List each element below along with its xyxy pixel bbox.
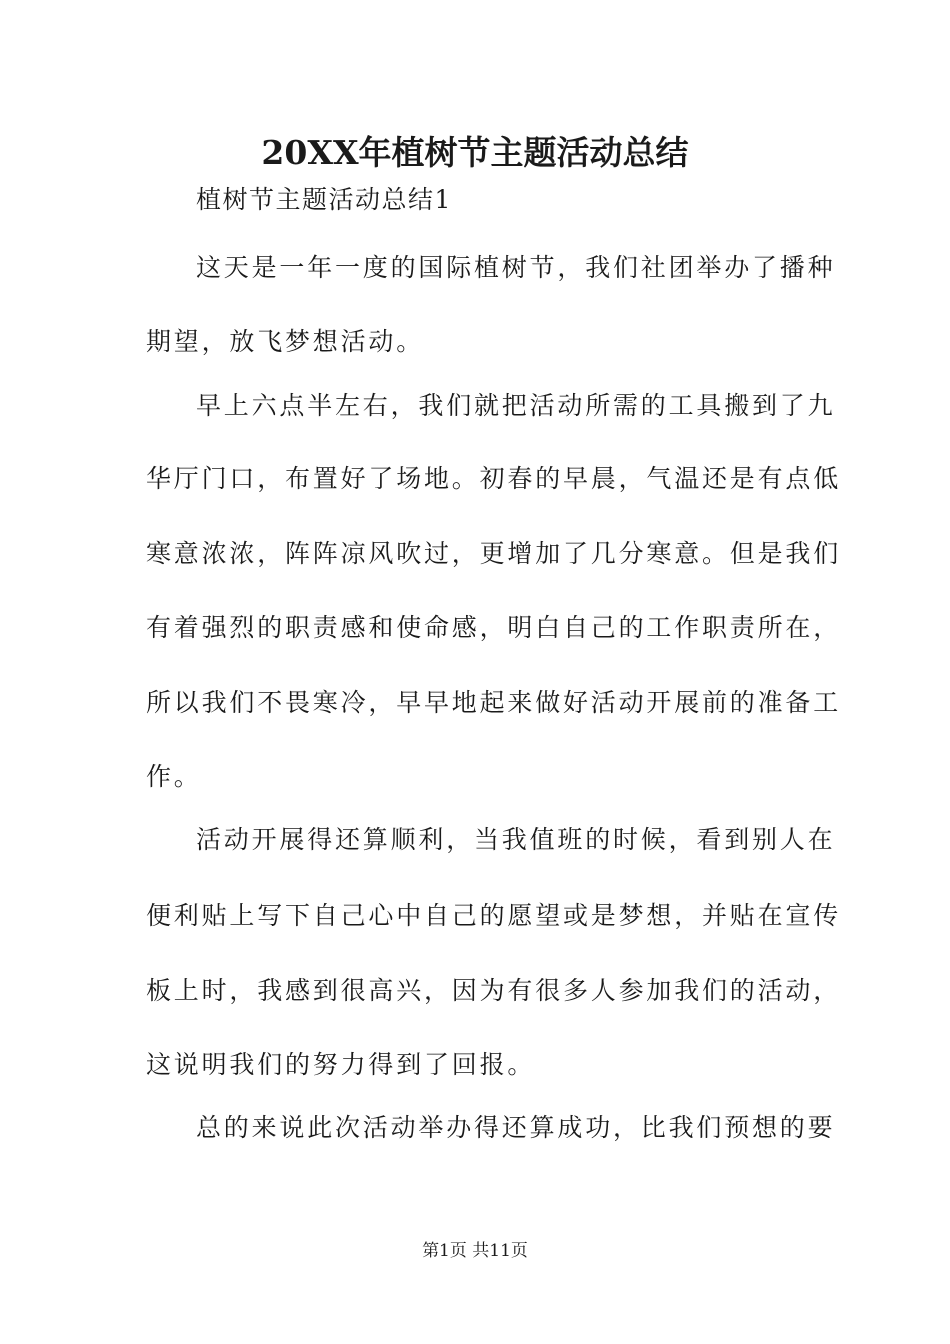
paragraph-line: 寒意浓浓，阵阵凉风吹过，更增加了几分寒意。但是我们 xyxy=(146,539,842,568)
paragraph-line: 这天是一年一度的国际植树节，我们社团举办了播种 xyxy=(196,253,836,282)
paragraph-line: 板上时，我感到很高兴，因为有很多人参加我们的活动， xyxy=(146,976,842,1005)
paragraph-line: 所以我们不畏寒冷，早早地起来做好活动开展前的准备工 xyxy=(146,688,842,717)
paragraph-line: 早上六点半左右，我们就把活动所需的工具搬到了九 xyxy=(196,391,836,420)
paragraph-line: 这说明我们的努力得到了回报。 xyxy=(146,1050,536,1079)
paragraph-line: 总的来说此次活动举办得还算成功，比我们预想的要 xyxy=(196,1113,836,1142)
section-heading: 植树节主题活动总结1 xyxy=(196,185,452,214)
document-title: 20XX年植树节主题活动总结 xyxy=(261,133,689,172)
page-footer: 第1页 共11页 xyxy=(422,1241,528,1261)
paragraph-line: 华厅门口，布置好了场地。初春的早晨，气温还是有点低 xyxy=(146,464,842,493)
paragraph-line: 有着强烈的职责感和使命感，明白自己的工作职责所在， xyxy=(146,613,842,642)
paragraph-line: 期望，放飞梦想活动。 xyxy=(146,327,425,356)
paragraph-line: 作。 xyxy=(146,762,202,791)
paragraph-line: 便利贴上写下自己心中自己的愿望或是梦想，并贴在宣传 xyxy=(146,901,842,930)
paragraph-line: 活动开展得还算顺利，当我值班的时候，看到别人在 xyxy=(196,825,836,854)
